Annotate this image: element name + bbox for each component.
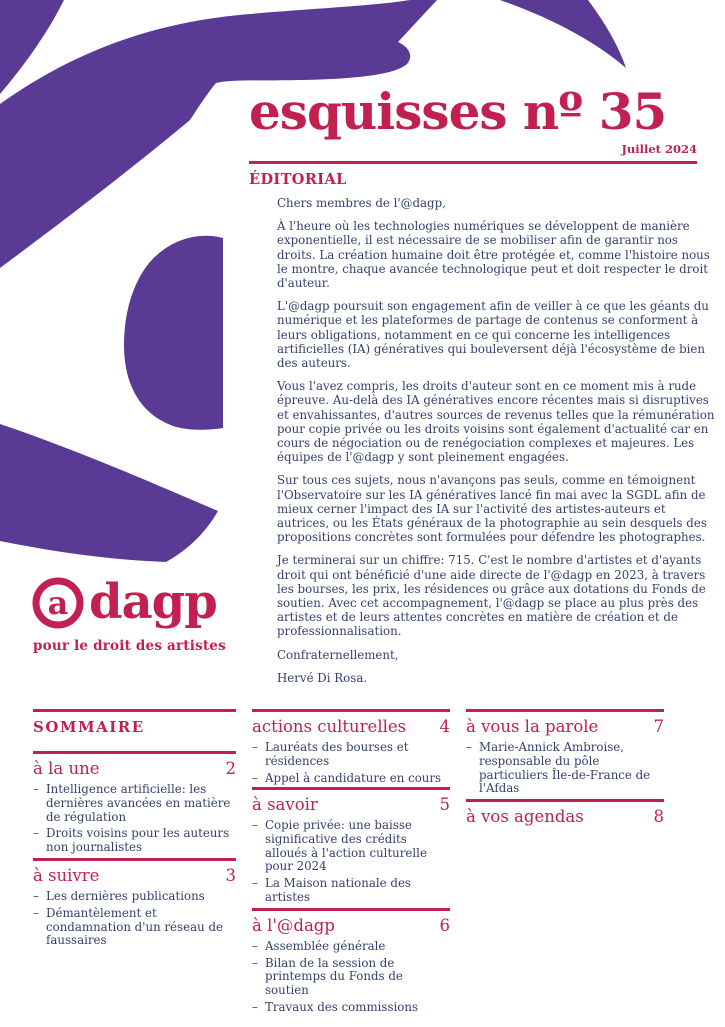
sommaire-title: SOMMAIRE <box>33 718 145 736</box>
at-mark-ring-fragment-top-right <box>500 0 626 68</box>
toc-item: – Appel à candidature en cours <box>252 772 450 786</box>
issue-title: esquisses nº 35 <box>249 82 667 141</box>
toc-item-list <box>252 741 450 785</box>
issue-date: Juillet 2024 <box>621 142 697 156</box>
masthead-rule <box>249 161 697 164</box>
toc-item: – Copie privée: une baisse significative des crédits alloués à l'action culturelle pour 2024 <box>252 819 450 874</box>
toc-section-head <box>466 717 664 736</box>
editorial-heading: ÉDITORIAL <box>249 171 347 188</box>
toc-item: – Les dernières publications <box>33 890 236 904</box>
adagp-a-circle-icon <box>30 574 86 630</box>
toc-section-head <box>466 807 664 826</box>
sommaire-column-3 <box>466 709 664 1018</box>
toc-item: – Démantèlement et condamnation d'un réseau de faussaires <box>33 907 236 948</box>
toc-section <box>33 751 236 858</box>
toc-page-number: 7 <box>653 717 664 736</box>
editorial-paragraph: À l'heure où les technologies numériques se développent de manière exponentielle, il est nécessaire de se mobiliser afin de garantir nos droits. La création humaine doit être protégée et, comme l'histoire nous le montre, chaque avancée technologique peut et doit respecter le droit d'auteur. <box>277 219 710 291</box>
toc-item-list <box>252 940 450 1015</box>
editorial-paragraph: Je terminerai sur un chiffre: 715. C'est le nombre d'artistes et d'ayants droit qui ont bénéficié d'une aide directe de l'@dagp en 2023, à travers les bourses, les prix, les résidences ou grâce aux dotations du Fonds de soutien. Avec cet accompagnement, l'@dagp se place au plus près des artistes et de leurs attentes concrètes en matière de création et de professionnalisation. <box>277 553 706 639</box>
toc-section-head <box>252 717 450 736</box>
toc-section-head <box>252 916 450 935</box>
sommaire-title-block <box>33 709 236 736</box>
toc-item: – Marie-Annick Ambroise, responsable du pôle particuliers Île-de-France de l'Afdas <box>466 741 664 796</box>
adagp-tagline: pour le droit des artistes <box>33 638 226 654</box>
toc-section-heading: à la une <box>33 759 100 778</box>
toc-section-heading: à vous la parole <box>466 717 599 736</box>
toc-page-number: 2 <box>225 759 236 778</box>
toc-item-list <box>33 890 236 948</box>
toc-item: – Bilan de la session de printemps du Fonds de soutien <box>252 957 450 998</box>
toc-item: – Travaux des commissions <box>252 1001 450 1015</box>
at-mark-inner-bowl <box>124 236 223 430</box>
toc-page-number: 4 <box>439 717 450 736</box>
adagp-logo <box>30 574 240 654</box>
toc-item: – Intelligence artificielle: les dernières avancées en matière de régulation <box>33 783 236 824</box>
toc-section-heading: à l'@dagp <box>252 915 335 935</box>
toc-section <box>252 787 450 905</box>
toc-page-number: 6 <box>439 915 450 935</box>
editorial-paragraph: Confraternellement, <box>277 647 399 662</box>
editorial-paragraphs <box>277 196 715 685</box>
toc-section-head <box>252 795 450 814</box>
toc-item: – Droits voisins pour les auteurs non journalistes <box>33 827 236 855</box>
adagp-logo-row <box>30 574 240 630</box>
toc-item: – Lauréats des bourses et résidences <box>252 741 450 769</box>
toc-item-list <box>252 819 450 905</box>
editorial-paragraph: Vous l'avez compris, les droits d'auteur sont en ce moment mis à rude épreuve. Au-delà des IA génératives encore récentes mais si disruptives et envahissantes, d'autres sources de revenus telles que la rémunération pour copie privée ou les droits voisins sont également d'actualité car en cours de négociation ou de renégociation complexes et majeures. Les équipes de l'@dagp y sont pleinement engagées. <box>277 379 715 465</box>
toc-section <box>252 709 450 787</box>
editorial-paragraph: Hervé Di Rosa. <box>277 670 368 685</box>
toc-item-list <box>466 741 664 796</box>
toc-section-heading: à savoir <box>252 795 318 814</box>
at-mark-outer-ring-bottom <box>0 424 218 562</box>
toc-item: – Assemblée générale <box>252 940 450 954</box>
toc-item-list <box>33 783 236 855</box>
sommaire <box>33 709 664 1018</box>
toc-item: – La Maison nationale des artistes <box>252 877 450 905</box>
toc-section-head <box>33 759 236 778</box>
sommaire-column-2 <box>252 709 450 1018</box>
editorial-paragraph: Sur tous ces sujets, nous n'avançons pas seuls, comme en témoignent l'Observatoire sur les IA génératives lancé fin mai avec la SGDL afin de mieux cerner l'impact des IA sur l'activité des artistes-auteurs et autrices, ou les États généraux de la photographie au sein desquels des propositions concrètes sont formulées pour défendre les photographes. <box>277 473 707 545</box>
toc-section <box>252 908 450 1015</box>
editorial-paragraph: L'@dagp poursuit son engagement afin de veiller à ce que les géants du numérique et les plateformes de partage de contenus se conforment à leurs obligations, notamment en ce qui concerne les intelligences artificielles (IA) génératives qui bouleversent déjà l'écosystème de bien des auteurs. <box>277 299 709 371</box>
toc-section-heading: à suivre <box>33 866 100 885</box>
svg-text:a: a <box>47 584 69 622</box>
toc-section <box>466 799 664 826</box>
adagp-wordmark: dagp <box>89 574 217 630</box>
toc-section-head <box>33 866 236 885</box>
editorial-paragraph: Chers membres de l'@dagp, <box>277 196 446 210</box>
toc-section-heading: actions culturelles <box>252 717 407 736</box>
toc-section <box>466 709 664 796</box>
toc-section <box>33 858 236 948</box>
sommaire-column-1 <box>33 709 236 1018</box>
masthead <box>249 82 715 694</box>
toc-page-number: 5 <box>439 795 450 814</box>
toc-page-number: 8 <box>653 807 664 827</box>
toc-section-heading: à vos agendas <box>466 807 584 827</box>
toc-page-number: 3 <box>225 866 236 885</box>
